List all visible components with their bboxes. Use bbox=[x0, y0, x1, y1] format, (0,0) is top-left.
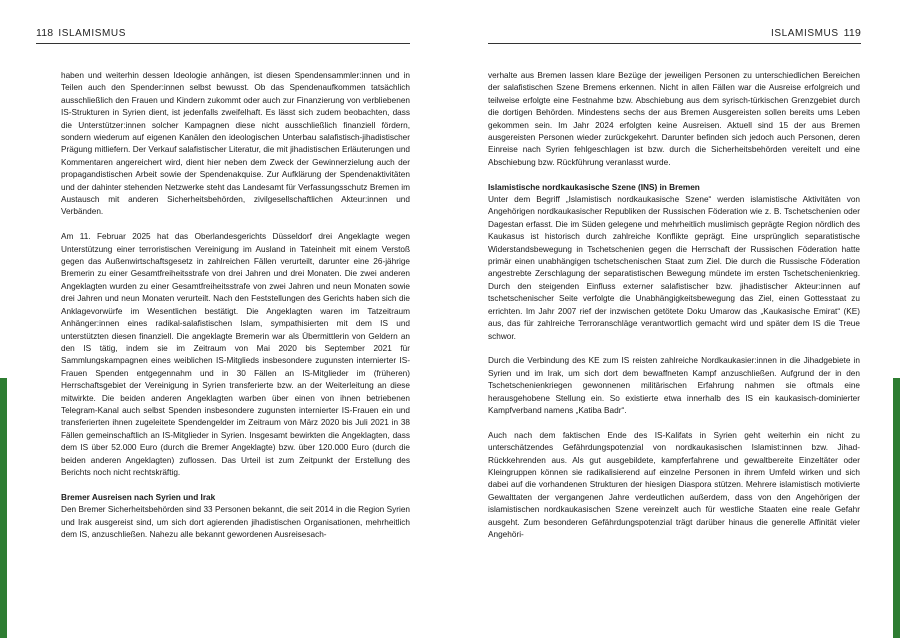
right-paragraph-3: Auch nach dem faktischen Ende des IS-Kalifats in Syrien geht weiterhin ein nicht zu unterschätzendes Gefährdungspotenzial von nordkaukasischen Islamist:innen bzw. Jihad-Rückkehrenden aus. Als gut ausgebildete, kampferfahrene und gewaltbereite Einzeltäter oder Kleingruppen können sie radikalisierend auf einzelne Personen in ihrem Umfeld wirken und sich dabei auf die vorhandenen Strukturen der hiesigen Diaspora stützen. Mehrere islamistisch motivierte Gewalttaten der vergangenen Jahre verdeutlichen außerdem, dass von den Angehörigen der islamistischen nordkaukasischen Szene vereinzelt auch für westliche Staaten eine reale Gefahr ausgeht. Zum besonderen Gefährdungspotenzial trägt darüber hinaus die generelle Affinität vieler Angehöri- bbox=[488, 430, 860, 539]
left-paragraph-1: haben und weiterhin dessen Ideologie anhängen, ist diesen Spendensammler:innen und in Teilen auch den Spender:innen selbst bewusst. Ob das Spendenaufkommen tatsächlich ausschließlich den Frauen und Kindern zukommt oder auch zur Finanzierung von verbliebenen IS-Strukturen in Syrien dient, ist jedenfalls zweifelhaft. Es lässt sich zudem beobachten, dass die Unterstützer:innen solcher Kampagnen diese nicht ausschließlich finanziell fördern, sondern wiederum auf eigenen Kanälen den ideologischen Unterbau salafistisch-jihadistischer Prägung mitliefern. Der Verkauf salafistischer Literatur, die mit jihadistischen Erläuterungen und Kommentaren angereichert wird, dient hier neben dem Zweck der Gewinnerzielung auch der propagandistischen Arbeit sowie der Spendenakquise. Zur Aufklärung der Spendenaktivitäten und der dahinter stehenden Netzwerke steht das Landesamt für Verfassungsschutz Bremen im Austausch mit anderen Sicherheitsbehörden, zivilgesellschaftlichen Akteur:innen und Verbänden. bbox=[61, 71, 410, 217]
right-green-marker bbox=[893, 378, 900, 638]
left-page-number: 118 bbox=[36, 27, 54, 39]
left-page-header bbox=[36, 27, 410, 44]
right-paragraph-2: Durch die Verbindung des KE zum IS reisten zahlreiche Nordkaukasier:innen in die Jihadgebiete in Syrien und im Irak, um sich dort dem bewaffneten Kampf anzuschließen. Aufgrund der in den Tschetschenienkriegen gewonnenen militärischen Erfahrung nahmen sie oftmals eine herausgehobene Stellung ein. So existierte etwa innerhalb des IS ein kaukasisch-dominierter Kampfverband namens „Katiba Badr“. bbox=[488, 356, 860, 415]
right-paragraph-1: Unter dem Begriff „Islamistisch nordkaukasische Szene“ werden islamistische Aktivitäten von Angehörigen nordkaukasischer Republiken der Russischen Föderation wie z. B. Tschetschenien oder Dagestan erfasst. Die im Süden gelegene und mehrheitlich muslimisch geprägte Region nördlich des Kaukasus ist historisch durch zahlreiche Konflikte geprägt. Eine ursprünglich separatistische Widerstandsbewegung in Tschetschenien gegen die Herrschaft der Russischen Föderation hatte primär einen unabhängigen tschetschenischen Staat zum Ziel. Die durch die Russische Föderation angestrebte Zerschlagung der separatistischen Bewegung mündete im ersten Tschetschenienkrieg. Durch den steigenden Einfluss externer salafistischer bzw. jihadistischer Akteur:innen auf tschetschenischer Seite verfolgte die Unabhängigkeitsbewegung das Ziel, einen Gottesstaat zu errichten. Im Jahr 2007 rief der inzwischen getötete Doku Umarow das „Kaukasische Emirat“ (KE) aus, das für zahlreiche Terroranschläge verantwortlich gemacht wird und später dem IS die Treue schwor. bbox=[488, 195, 860, 341]
left-running-head: ISLAMISMUS bbox=[58, 28, 127, 39]
left-text-column bbox=[61, 70, 410, 554]
right-text-column bbox=[488, 70, 860, 554]
left-paragraph-2: Am 11. Februar 2025 hat das Oberlandesgerichts Düsseldorf drei Angeklagte wegen Unterstützung einer terroristischen Vereinigung im Ausland in Tateinheit mit einem Verstoß gegen das Außenwirtschaftsgesetz in zahlreichen Fällen verurteilt, darunter eine 26-jährige Bremerin zu einer Gesamtfreiheitsstrafe von drei Jahren und drei Monaten. Die zwei anderen Angeklagten wurden zu einer Gesamtfreiheitsstrafe von zwei Jahren und neun Monaten sowie drei Jahren und neun Monaten verurteilt. Nach den Feststellungen des Gerichts haben sich die Anklagevorwürfe im Wesentlichen bestätigt. Die Angeklagten waren im Tatzeitraum Anhänger:innen eines radikal-salafistischen Islam, sympathisierten mit dem IS und unterstützten diesen finanziell. Die angeklagte Bremerin war als Übermittlerin von Geldern an den IS tätig, indem sie im Zeitraum von Mai 2020 bis September 2021 für Sammlungskampagnen eines weiblichen IS-Mitglieds insbesondere zugunsten internierter IS-Frauen Spenden entgegennahm und in 30 Fällen an IS-Mitglieder im (früheren) Herrschaftsgebiet der Vereinigung in Syrien transferierte bzw. an der Weiterleitung an diese mitwirkte. Die beiden anderen Angeklagten warben über einen von ihnen betriebenen Telegram-Kanal auch selbst Spenden insbesondere zugunsten internierter IS-Frauen ein und transferierten ihnen zugeleitete Spendengelder im Zeitraum von März 2020 bis Juli 2021 in 38 Fällen gemeinschaftlich an IS-Mitglieder in Syrien. Insgesamt bewirkten die Angeklagten, dass dem IS über 52.000 Euro (durch die Bremer Angeklagte) bzw. über 120.000 Euro (durch die beiden anderen Angeklagten) zuflossen. Das Urteil ist zum Zeitpunkt der Erstellung des Berichts noch nicht rechtskräftig. bbox=[61, 232, 410, 477]
right-intro-paragraph: verhalte aus Bremen lassen klare Bezüge der jeweiligen Personen zu unterschiedlichen Bereichen der salafistischen Szene Bremens erkennen. Nicht in allen Fällen war die Ausreise erfolgreich und teilweise erfolgte eine Festnahme bzw. Abschiebung aus dem syrisch-türkischen Grenzgebiet durch die dortigen Behörden. Mindestens sechs der aus Bremen Ausgereisten sollen bereits ums Leben gekommen sein. Im Jahr 2024 erfolgten keine Ausreisen. Aktuell sind 15 der aus Bremen ausgereisten Personen wieder zurückgekehrt. Darunter befinden sich jedoch auch Personen, deren Einreise nach Syrien fehlgeschlagen ist bzw. durch die Sicherheitsbehörden vereitelt und eine Abschiebung bzw. Rückführung veranlasst wurde. bbox=[488, 71, 860, 167]
left-section-paragraph: Den Bremer Sicherheitsbehörden sind 33 Personen bekannt, die seit 2014 in die Region Syrien und Irak ausgereist sind, um sich dort agierenden jihadistischen Organisationen, mehrheitlich dem IS, anzuschließen. Nahezu alle bekannt gewordenen Ausreisesach- bbox=[61, 505, 410, 539]
right-page-header bbox=[488, 27, 861, 44]
right-running-head: ISLAMISMUS bbox=[770, 28, 839, 39]
section-heading-ins-bremen: Islamistische nordkaukasische Szene (INS) in Bremen bbox=[488, 182, 700, 192]
right-page-number: 119 bbox=[843, 27, 861, 39]
section-heading-bremer-ausreisen: Bremer Ausreisen nach Syrien und Irak bbox=[61, 492, 216, 502]
left-green-marker bbox=[0, 378, 7, 638]
right-page bbox=[450, 0, 900, 638]
